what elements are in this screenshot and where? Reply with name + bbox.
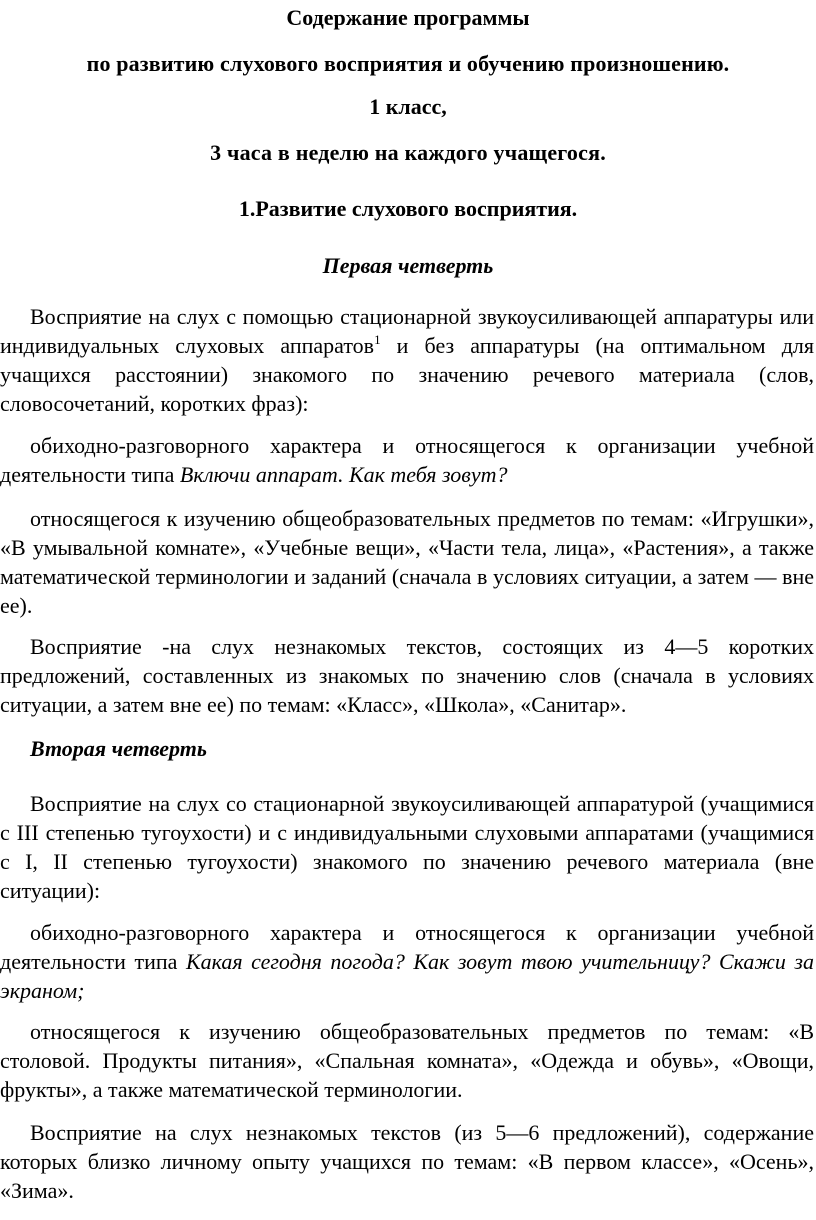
quarter2-paragraph-1: Восприятие на слух со стационарной звукоусиливающей аппаратурой (учащимися с III степенью тугоухости) и с индивидуальными слуховыми аппаратами (учащимися с I, II степенью тугоухости) знакомого по значению речевого материала (вне ситуации):	[0, 791, 814, 903]
quarter2-paragraph-4: Восприятие на слух незнакомых текстов (из 5—6 предложений), содержание которых близко личному опыту учащихся по темам: «В первом классе», «Осень», «Зима».	[0, 1120, 814, 1203]
hours-heading: 3 часа в неделю на каждого учащегося.	[210, 140, 606, 165]
quarter1-heading: Первая четверть	[322, 253, 494, 278]
grade-heading: 1 класс,	[369, 94, 447, 119]
paragraph-text: обиходно-разговорного характера и относящегося к организации учебной деятельности типа	[0, 920, 814, 974]
paragraph-text: Восприятие на слух с помощью стационарной звукоусиливающей аппаратуры или индивидуальных слуховых аппаратов	[0, 304, 814, 358]
document-subtitle: по развитию слухового восприятия и обучению произношению.	[86, 51, 730, 76]
quarter1-paragraph-2	[0, 431, 814, 489]
document-title: Содержание программы	[286, 5, 530, 30]
quarter1-paragraph-3: относящегося к изучению общеобразовательных предметов по темам: «Игрушки», «В умывальной комнате», «Учебные вещи», «Части тела, лица», «Растения», а также математической терминологии и заданий (сначала в условиях ситуации, а затем — вне ее).	[0, 506, 814, 618]
paragraph-text: и без аппаратуры (на оптимальном для учащихся расстоянии) знакомого по значению речевого материала (слов, словосочетаний, коротких фраз):	[0, 333, 814, 416]
quarter2-paragraph-3: относящегося к изучению общеобразовательных предметов по темам: «В столовой. Продукты питания», «Спальная комната», «Одежда и обувь», «Овощи, фрукты», а также математической терминологии.	[0, 1019, 814, 1102]
section-heading: 1.Развитие слухового восприятия.	[238, 196, 578, 221]
paragraph-text: обиходно-разговорного характера и относящегося к организации учебной деятельности типа	[0, 433, 814, 487]
example-phrase: Какая сегодня погода? Как зовут твою учительницу? Скажи за экраном;	[0, 949, 814, 1003]
quarter1-paragraph-4: Восприятие -на слух незнакомых текстов, состоящих из 4—5 коротких предложений, составленных из знакомых по значению слов (сначала в условиях ситуации, а затем вне ее) по темам: «Класс», «Школа», «Санитар».	[0, 634, 814, 717]
quarter1-paragraph-1	[0, 302, 814, 418]
quarter2-heading: Вторая четверть	[30, 736, 207, 761]
footnote-mark: 1	[374, 332, 381, 347]
example-phrase: Включи аппарат. Как тебя зовут?	[179, 462, 508, 487]
quarter2-paragraph-2	[0, 918, 814, 1005]
